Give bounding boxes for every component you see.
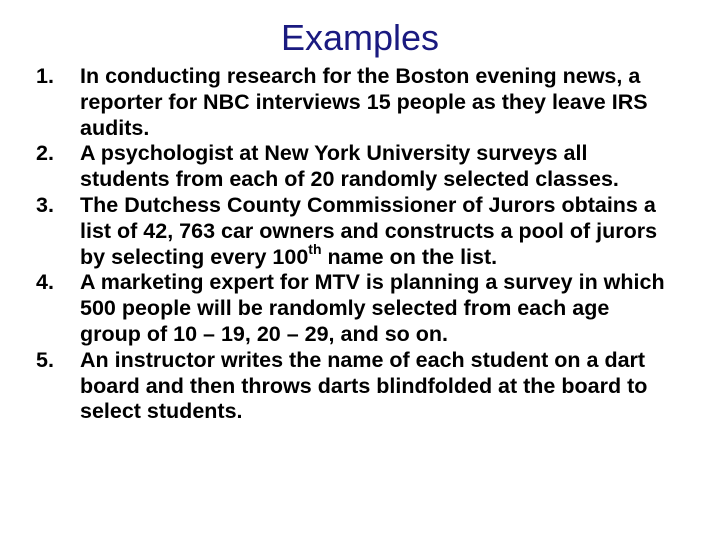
item-text: A marketing expert for MTV is planning a survey in which 500 people will be randomly selected from each age group of 10 – 19, 20 – 29, and so on. <box>80 270 665 346</box>
examples-list <box>36 64 676 425</box>
example-item-3 <box>36 193 676 270</box>
ordinal-superscript: th <box>308 241 322 258</box>
item-number: 2. <box>36 141 54 166</box>
item-text: An instructor writes the name of each student on a dart board and then throws darts blindfolded at the board to select students. <box>80 347 648 424</box>
item-text <box>80 193 657 269</box>
item-text: A psychologist at New York University surveys all students from each of 20 randomly selected classes. <box>80 141 619 192</box>
item-number: 5. <box>36 347 54 372</box>
example-item-1 <box>36 64 676 141</box>
example-item-2 <box>36 141 676 193</box>
slide-title: Examples <box>280 17 440 58</box>
item-text-before: The Dutchess County Commissioner of Jurors obtains a list of 42, 763 car owners and constructs a pool of jurors by selecting every 100 <box>80 192 658 269</box>
item-number: 3. <box>36 192 54 217</box>
example-item-5 <box>36 348 676 425</box>
item-text-after: name on the list. <box>321 244 498 269</box>
item-number: 4. <box>36 270 54 295</box>
example-item-4 <box>36 270 676 347</box>
item-number: 1. <box>36 64 54 88</box>
item-text: In conducting research for the Boston evening news, a reporter for NBC interviews 15 people as they leave IRS audits. <box>80 64 648 140</box>
